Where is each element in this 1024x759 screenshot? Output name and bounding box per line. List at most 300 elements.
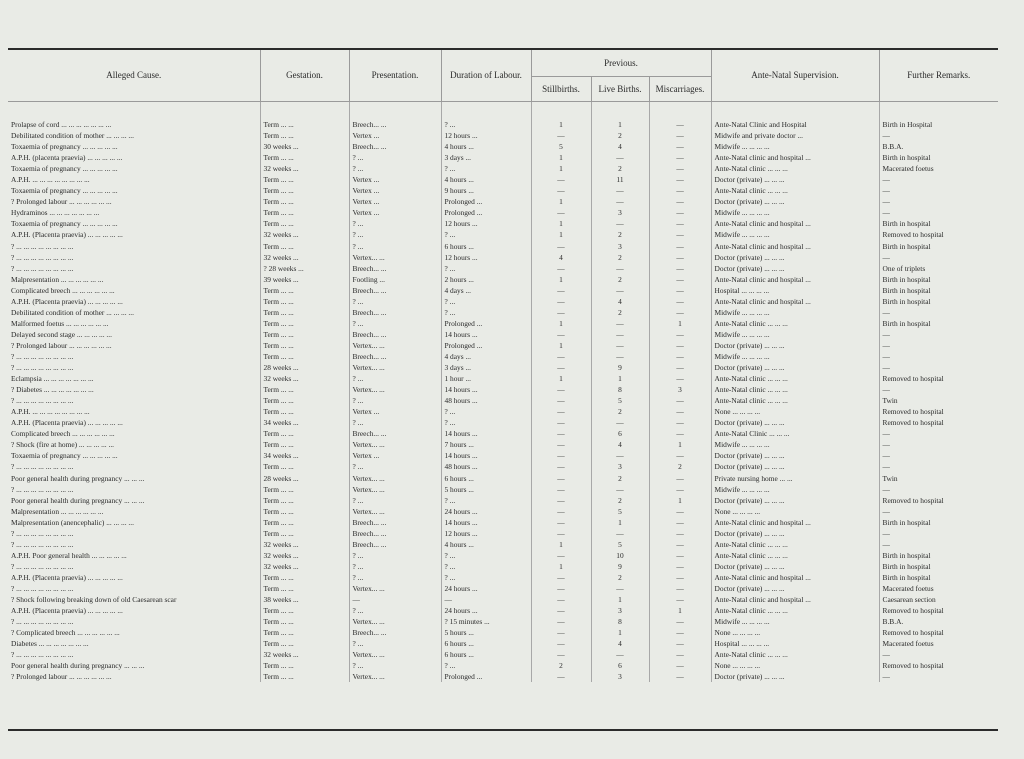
cell-gestation: Term ... ... xyxy=(260,528,349,539)
cell-duration: 24 hours ... xyxy=(441,605,531,616)
cell-miscarriages: — xyxy=(649,395,711,406)
cell-presentation: Breech... ... xyxy=(349,102,441,131)
cell-alleged-cause: Complicated breech ... ... ... ... ... ... xyxy=(8,285,260,296)
cell-presentation: ? ... xyxy=(349,561,441,572)
cell-antenatal-supervision: Ante-Natal clinic and hospital ... xyxy=(711,152,879,163)
cell-further-remarks: — xyxy=(882,197,890,207)
cell-alleged-cause: ? ... ... ... ... ... ... ... ... xyxy=(8,484,260,495)
cell-antenatal-supervision: Doctor (private) ... ... ... xyxy=(711,495,879,506)
table-row xyxy=(8,351,998,362)
cell-presentation: Vertex ... xyxy=(349,196,441,207)
cell-live-births: — xyxy=(591,329,649,340)
table-row xyxy=(8,395,998,406)
cell-stillbirths: — xyxy=(531,594,591,605)
cell-duration: 4 hours ... xyxy=(441,174,531,185)
cell-presentation: Vertex... ... xyxy=(349,362,441,373)
cell-antenatal-supervision: Ante-Natal clinic and hospital ... xyxy=(711,594,879,605)
cell-stillbirths: — xyxy=(531,384,591,395)
table-row xyxy=(8,616,998,627)
cell-gestation: Term ... ... xyxy=(260,484,349,495)
cell-stillbirths: — xyxy=(531,329,591,340)
cell-miscarriages: — xyxy=(649,517,711,528)
cell-gestation: Term ... ... xyxy=(260,428,349,439)
cell-alleged-cause: Poor general health during pregnancy ... ... ... xyxy=(8,473,260,484)
header-gestation: Gestation. xyxy=(260,50,349,102)
cell-duration: — xyxy=(441,594,531,605)
cell-stillbirths: — xyxy=(531,550,591,561)
cell-antenatal-supervision: Doctor (private) ... ... ... xyxy=(711,252,879,263)
cell-live-births: 2 xyxy=(591,229,649,240)
cell-antenatal-supervision: Ante-Natal clinic and hospital ... xyxy=(711,572,879,583)
cell-gestation: 32 weeks ... xyxy=(260,539,349,550)
cell-stillbirths: — xyxy=(531,528,591,539)
table-row xyxy=(8,660,998,671)
cell-alleged-cause: ? Shock (fire at home) ... ... ... ... ... xyxy=(8,439,260,450)
cell-alleged-cause: Delayed second stage ... ... ... ... ... xyxy=(8,329,260,340)
cell-presentation: ? ... xyxy=(349,218,441,229)
cell-gestation: Term ... ... xyxy=(260,307,349,318)
cell-live-births: 1 xyxy=(591,517,649,528)
cell-gestation: 38 weeks ... xyxy=(260,594,349,605)
cell-alleged-cause: ? ... ... ... ... ... ... ... ... xyxy=(8,263,260,274)
cell-further-remarks: — xyxy=(882,650,890,660)
cell-further-remarks: Caesarean section xyxy=(882,595,936,605)
cell-stillbirths: 4 xyxy=(531,252,591,263)
cell-duration: 24 hours ... xyxy=(441,583,531,594)
table-row xyxy=(8,263,998,274)
cell-alleged-cause: Prolapse of cord ... ... ... ... ... ... ... xyxy=(8,102,260,131)
cell-miscarriages: — xyxy=(649,174,711,185)
cell-further-remarks: — xyxy=(882,672,890,682)
table-row xyxy=(8,329,998,340)
cell-stillbirths: — xyxy=(531,296,591,307)
cell-duration: 24 hours ... xyxy=(441,506,531,517)
table-row xyxy=(8,102,998,131)
table-row xyxy=(8,174,998,185)
cell-presentation: Vertex... ... xyxy=(349,484,441,495)
cell-stillbirths: 1 xyxy=(531,218,591,229)
cell-live-births: 6 xyxy=(591,428,649,439)
cell-live-births: — xyxy=(591,340,649,351)
cell-miscarriages: — xyxy=(649,263,711,274)
cell-presentation: Vertex ... xyxy=(349,406,441,417)
table-row xyxy=(8,130,998,141)
cell-stillbirths: — xyxy=(531,174,591,185)
cell-live-births: 1 xyxy=(591,102,649,131)
table-row xyxy=(8,528,998,539)
cell-miscarriages: — xyxy=(649,638,711,649)
cell-presentation: Breech... ... xyxy=(349,285,441,296)
cell-presentation: Vertex... ... xyxy=(349,506,441,517)
cell-further-remarks: — xyxy=(882,429,890,439)
cell-further-remarks: — xyxy=(882,186,890,196)
header-alleged-cause: Alleged Cause. xyxy=(8,50,260,102)
cell-further-remarks: — xyxy=(882,451,890,461)
cell-presentation: Breech... ... xyxy=(349,528,441,539)
cell-live-births: 9 xyxy=(591,362,649,373)
cell-presentation: ? ... xyxy=(349,241,441,252)
cell-alleged-cause: Malpresentation ... ... ... ... ... ... xyxy=(8,274,260,285)
cell-presentation: ? ... xyxy=(349,229,441,240)
cell-stillbirths: — xyxy=(531,130,591,141)
cell-gestation: 34 weeks ... xyxy=(260,450,349,461)
cell-miscarriages: — xyxy=(649,185,711,196)
cell-presentation: ? ... xyxy=(349,395,441,406)
cell-alleged-cause: Malpresentation (anencephalic) ... ... ... ... xyxy=(8,517,260,528)
cell-live-births: 2 xyxy=(591,274,649,285)
cell-live-births: 2 xyxy=(591,495,649,506)
cell-stillbirths: 1 xyxy=(531,318,591,329)
table-body xyxy=(8,102,998,683)
cell-gestation: 32 weeks ... xyxy=(260,373,349,384)
cell-further-remarks: — xyxy=(882,506,890,516)
cell-further-remarks: — xyxy=(882,131,890,141)
cell-duration: 6 hours ... xyxy=(441,649,531,660)
cell-live-births: — xyxy=(591,450,649,461)
cell-further-remarks: — xyxy=(882,484,890,494)
cell-presentation: Vertex... ... xyxy=(349,384,441,395)
cell-further-remarks: Birth in hospital xyxy=(882,296,931,306)
cell-presentation: Vertex ... xyxy=(349,450,441,461)
cell-gestation: Term ... ... xyxy=(260,638,349,649)
cell-presentation: Vertex... ... xyxy=(349,583,441,594)
cell-live-births: 3 xyxy=(591,461,649,472)
cell-antenatal-supervision: Ante-Natal clinic ... ... ... xyxy=(711,649,879,660)
cell-live-births: 8 xyxy=(591,616,649,627)
cell-live-births: 11 xyxy=(591,174,649,185)
cell-duration: ? ... xyxy=(441,572,531,583)
cell-live-births: 5 xyxy=(591,395,649,406)
table-row xyxy=(8,572,998,583)
table-row xyxy=(8,141,998,152)
cell-stillbirths: — xyxy=(531,649,591,660)
cell-antenatal-supervision: Ante-Natal clinic and hospital ... xyxy=(711,218,879,229)
cell-stillbirths: — xyxy=(531,671,591,682)
cell-miscarriages: 2 xyxy=(649,461,711,472)
cell-gestation: Term ... ... xyxy=(260,218,349,229)
cell-miscarriages: 1 xyxy=(649,495,711,506)
table-row xyxy=(8,450,998,461)
cell-alleged-cause: Poor general health during pregnancy ... ... ... xyxy=(8,495,260,506)
cell-further-remarks: Macerated foetus xyxy=(882,639,934,649)
cell-duration: 14 hours ... xyxy=(441,384,531,395)
cell-miscarriages: 1 xyxy=(649,318,711,329)
cell-gestation: Term ... ... xyxy=(260,583,349,594)
cell-antenatal-supervision: Doctor (private) ... ... ... xyxy=(711,671,879,682)
cell-further-remarks: — xyxy=(882,175,890,185)
cell-alleged-cause: ? Prolonged labour ... ... ... ... ... ... xyxy=(8,196,260,207)
table-row xyxy=(8,495,998,506)
cell-stillbirths: — xyxy=(531,241,591,252)
cell-duration: Prolonged ... xyxy=(441,207,531,218)
cell-antenatal-supervision: Ante-Natal Clinic and Hospital xyxy=(711,102,879,131)
header-previous: Previous. xyxy=(531,50,711,77)
cell-duration: 7 hours ... xyxy=(441,439,531,450)
cell-presentation: Vertex ... xyxy=(349,130,441,141)
table-row xyxy=(8,539,998,550)
cell-stillbirths: 1 xyxy=(531,229,591,240)
cell-alleged-cause: A.P.H. (Placenta praevia) ... ... ... ... ... xyxy=(8,417,260,428)
cell-live-births: 2 xyxy=(591,252,649,263)
cell-alleged-cause: ? ... ... ... ... ... ... ... ... xyxy=(8,395,260,406)
cell-antenatal-supervision: Ante-Natal clinic and hospital ... xyxy=(711,296,879,307)
cell-miscarriages: — xyxy=(649,252,711,263)
cell-gestation: Term ... ... xyxy=(260,152,349,163)
table-row xyxy=(8,340,998,351)
cell-alleged-cause: A.P.H. (Placenta praevia) ... ... ... ... ... xyxy=(8,605,260,616)
cell-duration: 4 days ... xyxy=(441,285,531,296)
cell-stillbirths: — xyxy=(531,406,591,417)
cell-presentation: ? ... xyxy=(349,417,441,428)
cell-miscarriages: — xyxy=(649,594,711,605)
cell-miscarriages: — xyxy=(649,130,711,141)
cell-antenatal-supervision: Ante-Natal clinic ... ... ... xyxy=(711,185,879,196)
cell-presentation: ? ... xyxy=(349,638,441,649)
cell-duration: ? ... xyxy=(441,229,531,240)
cell-duration: 14 hours ... xyxy=(441,428,531,439)
cell-further-remarks: Removed to hospital xyxy=(882,230,944,240)
cell-further-remarks: — xyxy=(882,307,890,317)
cell-duration: Prolonged ... xyxy=(441,340,531,351)
cell-presentation: — xyxy=(349,594,441,605)
cell-miscarriages: — xyxy=(649,285,711,296)
cell-duration: Prolonged ... xyxy=(441,318,531,329)
cell-stillbirths: 1 xyxy=(531,102,591,131)
cell-gestation: Term ... ... xyxy=(260,102,349,131)
cell-gestation: 32 weeks ... xyxy=(260,163,349,174)
cell-presentation: Breech... ... xyxy=(349,141,441,152)
cell-live-births: — xyxy=(591,285,649,296)
cell-antenatal-supervision: Midwife ... ... ... ... xyxy=(711,207,879,218)
cell-gestation: Term ... ... xyxy=(260,517,349,528)
cell-presentation: Vertex... ... xyxy=(349,252,441,263)
cell-antenatal-supervision: Midwife ... ... ... ... xyxy=(711,616,879,627)
cell-gestation: Term ... ... xyxy=(260,185,349,196)
cell-antenatal-supervision: Doctor (private) ... ... ... xyxy=(711,450,879,461)
cell-duration: 14 hours ... xyxy=(441,517,531,528)
cell-duration: ? ... xyxy=(441,495,531,506)
cell-further-remarks: Birth in hospital xyxy=(882,153,931,163)
cell-live-births: 2 xyxy=(591,163,649,174)
cell-antenatal-supervision: Ante-Natal clinic ... ... ... xyxy=(711,550,879,561)
cell-duration: 48 hours ... xyxy=(441,461,531,472)
cell-duration: 1 hour ... xyxy=(441,373,531,384)
cell-further-remarks: — xyxy=(882,539,890,549)
cell-antenatal-supervision: None ... ... ... ... xyxy=(711,506,879,517)
cell-live-births: 2 xyxy=(591,130,649,141)
header-further-remarks: Further Remarks. xyxy=(879,50,998,102)
cell-stillbirths: — xyxy=(531,439,591,450)
cell-duration: 14 hours ... xyxy=(441,450,531,461)
cell-alleged-cause: A.P.H. ... ... ... ... ... ... ... ... xyxy=(8,406,260,417)
cell-live-births: — xyxy=(591,152,649,163)
cell-presentation: Footling ... xyxy=(349,274,441,285)
cell-presentation: Breech... ... xyxy=(349,627,441,638)
cell-gestation: Term ... ... xyxy=(260,627,349,638)
cell-alleged-cause: ? ... ... ... ... ... ... ... ... xyxy=(8,461,260,472)
cell-stillbirths: 1 xyxy=(531,373,591,384)
cell-alleged-cause: ? ... ... ... ... ... ... ... ... xyxy=(8,362,260,373)
header-antenatal-supervision: Ante-Natal Supervision. xyxy=(711,50,879,102)
cell-presentation: Vertex ... xyxy=(349,207,441,218)
cell-live-births: 8 xyxy=(591,384,649,395)
cell-live-births: 2 xyxy=(591,307,649,318)
table-row xyxy=(8,671,998,682)
cell-duration: 14 hours ... xyxy=(441,329,531,340)
header-miscarriages: Miscarriages. xyxy=(649,77,711,102)
cell-miscarriages: — xyxy=(649,329,711,340)
cell-alleged-cause: Debilitated condition of mother ... ... ... ... xyxy=(8,130,260,141)
cell-gestation: 32 weeks ... xyxy=(260,550,349,561)
table-row xyxy=(8,274,998,285)
cell-antenatal-supervision: Hospital ... ... ... ... xyxy=(711,285,879,296)
cell-stillbirths: — xyxy=(531,484,591,495)
cell-miscarriages: — xyxy=(649,307,711,318)
cell-live-births: — xyxy=(591,649,649,660)
table-row xyxy=(8,307,998,318)
table-row xyxy=(8,417,998,428)
cell-gestation: 32 weeks ... xyxy=(260,649,349,660)
cell-antenatal-supervision: Doctor (private) ... ... ... xyxy=(711,583,879,594)
cell-miscarriages: — xyxy=(649,550,711,561)
header-stillbirths: Stillbirths. xyxy=(531,77,591,102)
cell-further-remarks: — xyxy=(882,340,890,350)
cell-antenatal-supervision: Midwife ... ... ... ... xyxy=(711,484,879,495)
cell-antenatal-supervision: Midwife and private doctor ... xyxy=(711,130,879,141)
cell-antenatal-supervision: Midwife ... ... ... ... xyxy=(711,351,879,362)
cell-live-births: 3 xyxy=(591,241,649,252)
cell-duration: ? ... xyxy=(441,561,531,572)
cell-antenatal-supervision: Ante-Natal clinic and hospital ... xyxy=(711,241,879,252)
cell-miscarriages: — xyxy=(649,671,711,682)
cell-stillbirths: 2 xyxy=(531,660,591,671)
cell-live-births: 4 xyxy=(591,439,649,450)
cell-alleged-cause: Diabetes ... ... ... ... ... ... ... xyxy=(8,638,260,649)
cell-stillbirths: 1 xyxy=(531,340,591,351)
cell-antenatal-supervision: Midwife ... ... ... ... xyxy=(711,229,879,240)
cell-antenatal-supervision: Doctor (private) ... ... ... xyxy=(711,263,879,274)
cell-miscarriages: — xyxy=(649,196,711,207)
cell-live-births: 5 xyxy=(591,539,649,550)
cell-gestation: Term ... ... xyxy=(260,461,349,472)
cell-antenatal-supervision: Midwife ... ... ... ... xyxy=(711,329,879,340)
cell-stillbirths: 1 xyxy=(531,196,591,207)
cell-alleged-cause: Hydraminos ... ... ... ... ... ... ... xyxy=(8,207,260,218)
cell-stillbirths: — xyxy=(531,285,591,296)
cell-further-remarks: — xyxy=(882,329,890,339)
cell-antenatal-supervision: Ante-Natal clinic ... ... ... xyxy=(711,395,879,406)
cell-further-remarks: Birth in hospital xyxy=(882,517,931,527)
cell-stillbirths: — xyxy=(531,583,591,594)
table-row xyxy=(8,318,998,329)
cell-presentation: Vertex... ... xyxy=(349,473,441,484)
cell-alleged-cause: A.P.H. (placenta praevia) ... ... ... ... ... xyxy=(8,152,260,163)
cell-alleged-cause: ? ... ... ... ... ... ... ... ... xyxy=(8,561,260,572)
cell-live-births: 4 xyxy=(591,141,649,152)
cell-duration: Prolonged ... xyxy=(441,671,531,682)
cell-duration: 6 hours ... xyxy=(441,473,531,484)
table-row xyxy=(8,285,998,296)
table-row xyxy=(8,196,998,207)
table-row xyxy=(8,439,998,450)
cell-live-births: — xyxy=(591,263,649,274)
cell-miscarriages: — xyxy=(649,406,711,417)
cell-live-births: 9 xyxy=(591,561,649,572)
cell-stillbirths: — xyxy=(531,517,591,528)
cell-gestation: 28 weeks ... xyxy=(260,362,349,373)
cell-gestation: Term ... ... xyxy=(260,384,349,395)
cell-further-remarks: One of triplets xyxy=(882,263,926,273)
cell-alleged-cause: ? Prolonged labour ... ... ... ... ... ... xyxy=(8,671,260,682)
cell-live-births: 4 xyxy=(591,638,649,649)
cell-alleged-cause: Toxaemia of pregnancy ... ... ... ... ... xyxy=(8,218,260,229)
cell-duration: 4 hours ... xyxy=(441,539,531,550)
cell-further-remarks: Macerated foetus xyxy=(882,164,934,174)
cell-live-births: 2 xyxy=(591,406,649,417)
cell-further-remarks: Twin xyxy=(882,473,898,483)
cell-further-remarks: Birth in hospital xyxy=(882,572,931,582)
cell-miscarriages: — xyxy=(649,241,711,252)
cell-antenatal-supervision: Doctor (private) ... ... ... xyxy=(711,196,879,207)
cell-miscarriages: — xyxy=(649,274,711,285)
cell-antenatal-supervision: Midwife ... ... ... ... xyxy=(711,439,879,450)
cell-alleged-cause: ? ... ... ... ... ... ... ... ... xyxy=(8,583,260,594)
cell-gestation: 30 weeks ... xyxy=(260,141,349,152)
cell-live-births: — xyxy=(591,196,649,207)
cell-antenatal-supervision: Doctor (private) ... ... ... xyxy=(711,461,879,472)
cell-gestation: 34 weeks ... xyxy=(260,417,349,428)
cell-duration: 5 hours ... xyxy=(441,627,531,638)
cell-stillbirths: — xyxy=(531,473,591,484)
table-row xyxy=(8,163,998,174)
cell-miscarriages: — xyxy=(649,417,711,428)
cell-antenatal-supervision: Doctor (private) ... ... ... xyxy=(711,174,879,185)
cell-duration: ? ... xyxy=(441,417,531,428)
cell-presentation: Vertex... ... xyxy=(349,671,441,682)
cell-stillbirths: — xyxy=(531,638,591,649)
cell-further-remarks: — xyxy=(882,252,890,262)
cell-antenatal-supervision: Ante-Natal clinic ... ... ... xyxy=(711,373,879,384)
cell-live-births: — xyxy=(591,583,649,594)
cell-antenatal-supervision: Doctor (private) ... ... ... xyxy=(711,340,879,351)
cell-miscarriages: — xyxy=(649,583,711,594)
cell-alleged-cause: Toxaemia of pregnancy ... ... ... ... ... xyxy=(8,141,260,152)
cell-stillbirths: — xyxy=(531,185,591,196)
cell-live-births: — xyxy=(591,484,649,495)
cell-alleged-cause: ? ... ... ... ... ... ... ... ... xyxy=(8,351,260,362)
cell-miscarriages: — xyxy=(649,229,711,240)
table-row xyxy=(8,384,998,395)
cell-antenatal-supervision: Ante-Natal clinic ... ... ... xyxy=(711,163,879,174)
cell-duration: ? ... xyxy=(441,296,531,307)
cell-antenatal-supervision: Ante-Natal clinic ... ... ... xyxy=(711,539,879,550)
cell-gestation: Term ... ... xyxy=(260,506,349,517)
cell-live-births: — xyxy=(591,528,649,539)
cell-miscarriages: — xyxy=(649,616,711,627)
cell-live-births: 10 xyxy=(591,550,649,561)
cell-stillbirths: 1 xyxy=(531,539,591,550)
cell-presentation: Vertex... ... xyxy=(349,649,441,660)
cell-miscarriages: — xyxy=(649,649,711,660)
cell-further-remarks: Removed to hospital xyxy=(882,628,944,638)
cell-further-remarks: — xyxy=(882,385,890,395)
table-row xyxy=(8,583,998,594)
cell-duration: 2 hours ... xyxy=(441,274,531,285)
cell-presentation: ? ... xyxy=(349,461,441,472)
cell-duration: ? ... xyxy=(441,263,531,274)
table-row xyxy=(8,594,998,605)
cell-live-births: — xyxy=(591,185,649,196)
